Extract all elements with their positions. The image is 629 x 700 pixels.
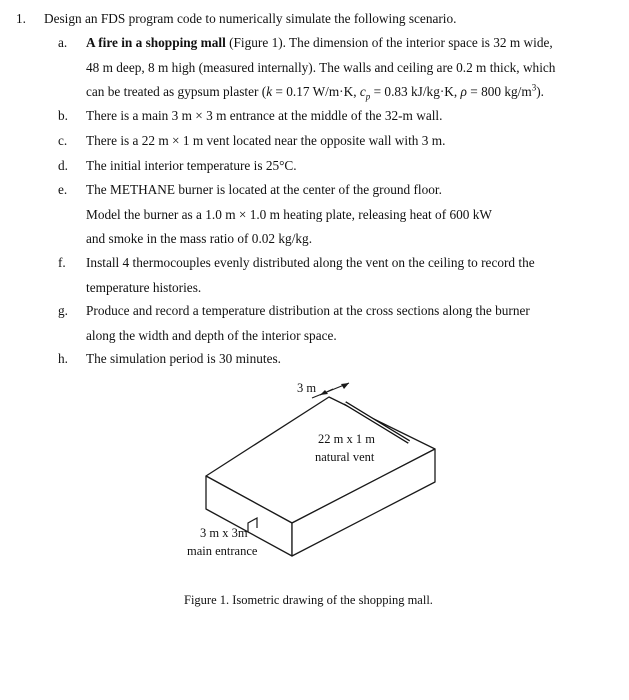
item-h-text: The simulation period is 30 minutes. — [86, 351, 281, 366]
item-marker: f. — [58, 255, 66, 270]
item-marker: b. — [58, 108, 68, 123]
item-d-text: The initial interior temperature is 25°C. — [86, 158, 297, 173]
vent-label-line-2: natural vent — [315, 450, 375, 464]
list-item-a — [58, 31, 598, 105]
entrance-label-line-2: main entrance — [187, 544, 258, 558]
arrow-head-icon — [341, 383, 349, 389]
item-g-line-1: Produce and record a temperature distribution at the cross sections along the burner — [86, 303, 530, 318]
list-item-g — [58, 299, 598, 348]
entrance-label-line-1: 3 m x 3m — [200, 526, 248, 540]
offset-label: 3 m — [297, 381, 317, 395]
item-marker: h. — [58, 351, 68, 366]
list-item-f — [58, 251, 598, 300]
item-a-title: A fire in a shopping mall — [86, 35, 226, 50]
item-e-line-1: The METHANE burner is located at the center of the ground floor. — [86, 182, 442, 197]
list-item-d — [58, 154, 598, 179]
item-marker: e. — [58, 182, 68, 197]
item-g-line-2: along the width and depth of the interior space. — [86, 327, 337, 343]
item-marker: a. — [58, 35, 68, 50]
item-a-line-2: 48 m deep, 8 m high (measured internally). The walls and ceiling are 0.2 m thick, which — [86, 59, 556, 75]
isometric-figure — [0, 370, 629, 570]
item-f-line-1: Install 4 thermocouples evenly distributed along the vent on the ceiling to record the — [86, 255, 535, 270]
list-item-e — [58, 178, 598, 252]
item-marker: d. — [58, 158, 68, 173]
item-b-text: There is a main 3 m × 3 m entrance at the middle of the 32-m wall. — [86, 108, 443, 123]
question-text: Design an FDS program code to numerically simulate the following scenario. — [44, 11, 457, 26]
question-number: 1. — [16, 11, 26, 26]
item-marker: g. — [58, 303, 68, 318]
list-item-h — [58, 347, 598, 372]
isometric-drawing — [0, 370, 629, 570]
item-e-line-3: and smoke in the mass ratio of 0.02 kg/kg. — [86, 231, 313, 246]
list-item-b — [58, 104, 598, 129]
item-e-line-2: Model the burner as a 1.0 m × 1.0 m heating plate, releasing heat of 600 kW — [86, 206, 492, 222]
item-marker: c. — [58, 133, 68, 148]
list-item-c — [58, 129, 598, 154]
item-c-text: There is a 22 m × 1 m vent located near the opposite wall with 3 m. — [86, 133, 446, 148]
item-a-line-3: can be treated as gypsum plaster (k = 0.17 W/m·K, $c_p = 0.83$ kJ/kg·K, ρ = 800 $kg/m^3$). — [86, 82, 544, 102]
figure-caption: Figure 1. Isometric drawing of the shopping mall. — [184, 593, 433, 607]
vent-label-line-1: 22 m x 1 m — [318, 432, 375, 446]
item-f-line-2: temperature histories. — [86, 279, 202, 295]
question-heading — [16, 10, 456, 28]
item-a-line-1: A fire in a shopping mall (Figure 1). The dimension of the interior space is 32 m wide, — [86, 35, 553, 50]
